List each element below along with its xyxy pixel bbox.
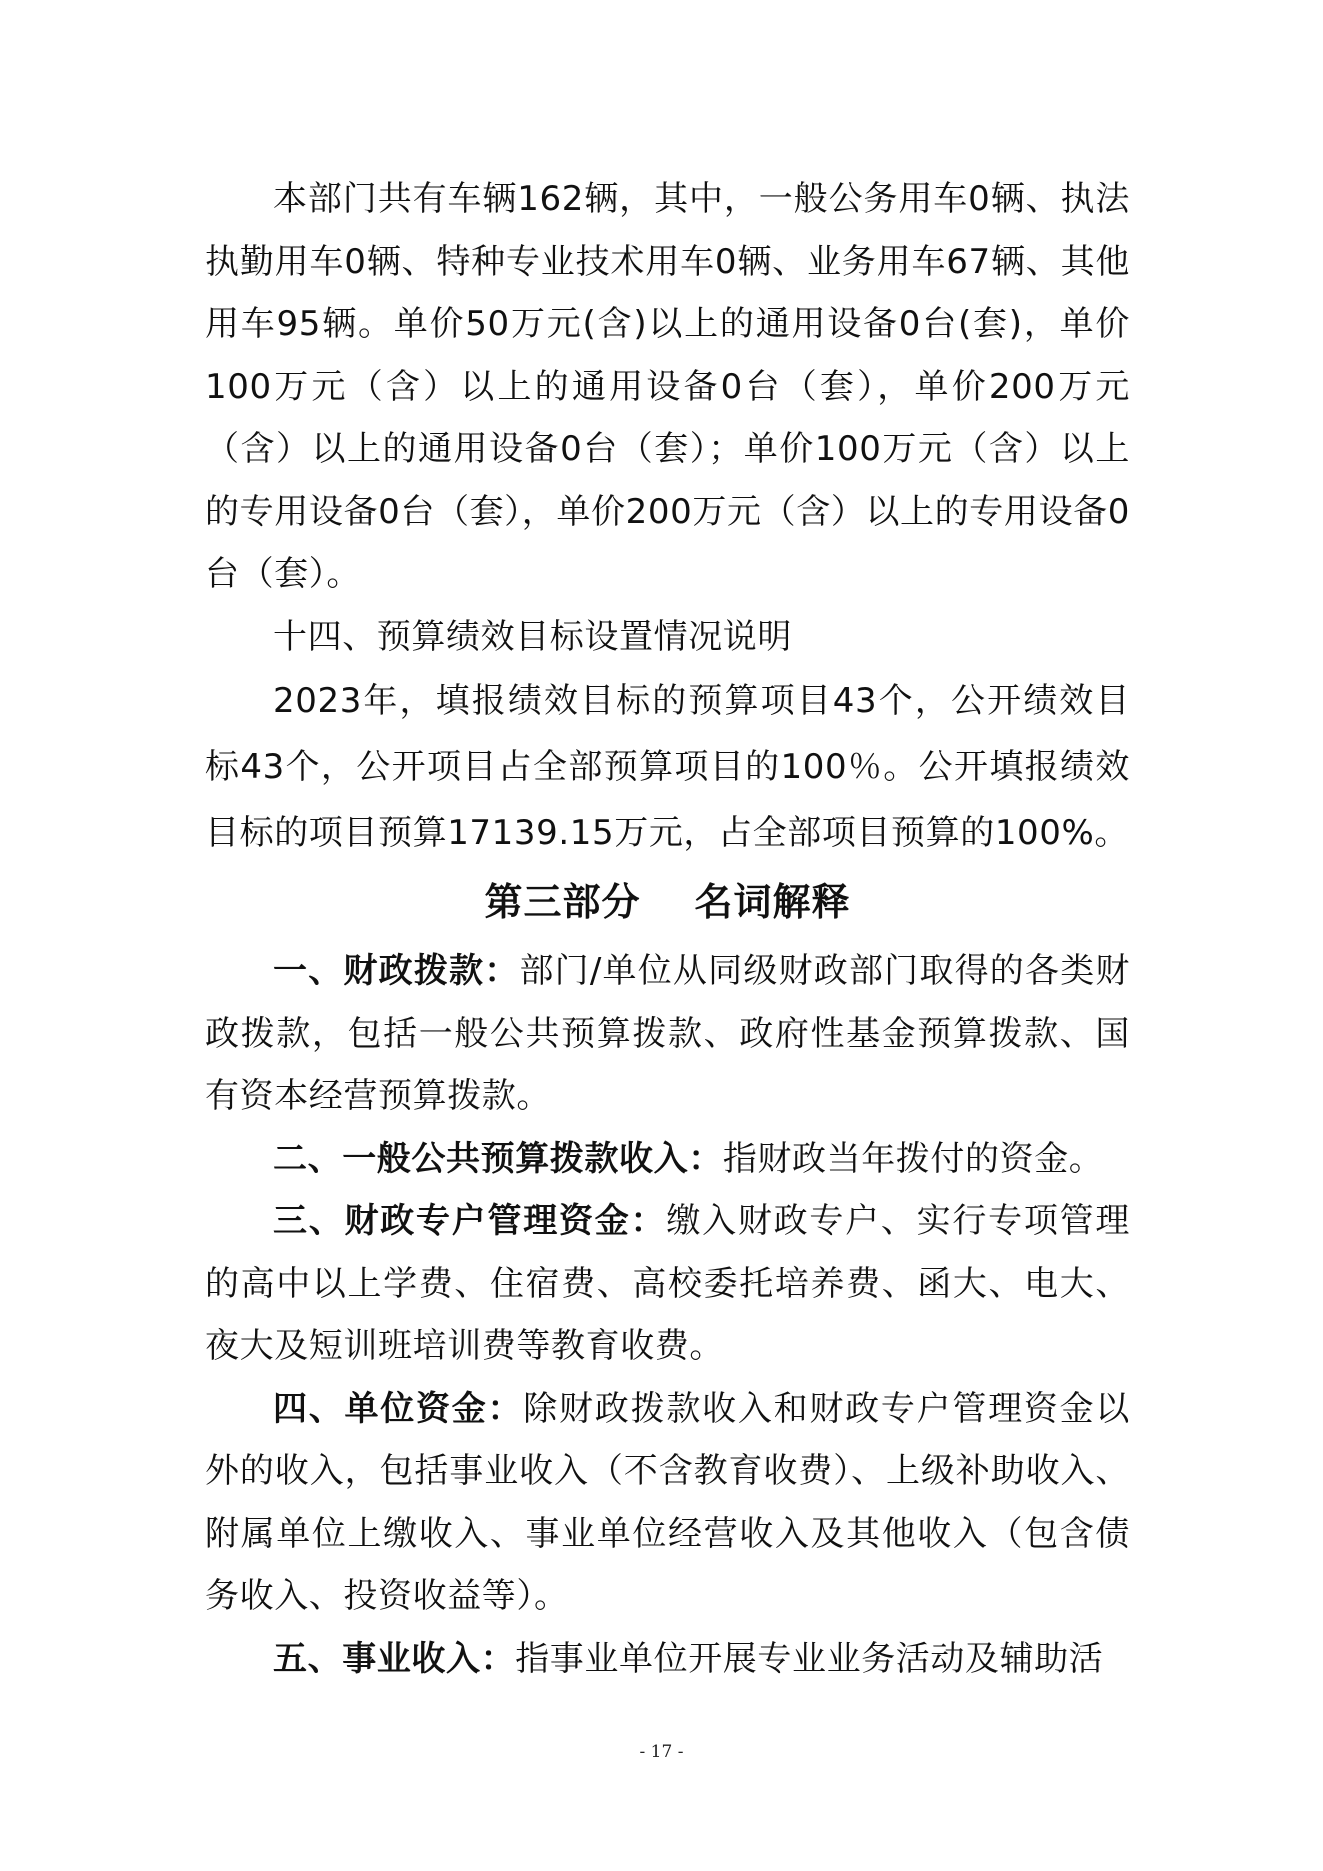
definition-text: 指财政当年拨付的资金。 <box>722 1138 1104 1179</box>
definition-term: 四、单位资金： <box>273 1388 524 1429</box>
page-number: - 17 - <box>639 1742 684 1762</box>
definition-term: 三、财政专户管理资金： <box>273 1201 667 1241</box>
section-title-part: 第三部分 <box>484 880 641 924</box>
definition-item <box>205 940 1130 1128</box>
definition-text: 指事业单位开展专业业务活动及辅助活 <box>515 1638 1104 1679</box>
definition-text: 缴入财政专户、实行专项管理的高中以上学费、住宿费、高校委托培养费、函大、电大、夜大及短训班培训费等教育收费。 <box>205 1201 1130 1366</box>
heading-performance-targets: 十四、预算绩效目标设置情况说明 <box>273 616 792 657</box>
definition-item <box>205 1190 1130 1378</box>
definition-text: 除财政拨款收入和财政专户管理资金以外的收入，包括事业收入（不含教育收费）、上级补助收入、附属单位上缴收入、事业单位经营收入及其他收入（包含债务收入、投资收益等）。 <box>205 1388 1130 1616</box>
section-title-name: 名词解释 <box>694 880 851 924</box>
definition-item <box>205 1628 1130 1691</box>
definition-term: 二、一般公共预算拨款收入： <box>273 1138 723 1179</box>
definition-item <box>205 1378 1130 1628</box>
document-body <box>205 168 1130 1690</box>
definition-term: 五、事业收入： <box>273 1638 516 1679</box>
vehicle-paragraph: 本部门共有车辆162辆，其中，一般公务用车0辆、执法执勤用车0辆、特种专业技术用车0辆、业务用车67辆、其他用车95辆。单价50万元(含)以上的通用设备0台(套)，单价100万元（含）以上的通用设备0台（套），单价200万元（含）以上的通用设备0台（套）；单价100万元（含）以上的专用设备0台（套），单价200万元（含）以上的专用设备0台（套）。 <box>205 179 1130 594</box>
performance-paragraph: 2023年，填报绩效目标的预算项目43个，公开绩效目标43个，公开项目占全部预算项目的100％。公开填报绩效目标的项目预算17139.15万元，占全部项目预算的100%。 <box>205 681 1130 853</box>
section-title <box>205 870 1130 934</box>
definition-text: 部门/单位从同级财政部门取得的各类财政拨款，包括一般公共预算拨款、政府性基金预算拨款、国有资本经营预算拨款。 <box>205 951 1130 1116</box>
definition-term: 一、财政拨款： <box>273 951 520 991</box>
definition-item <box>205 1128 1130 1191</box>
